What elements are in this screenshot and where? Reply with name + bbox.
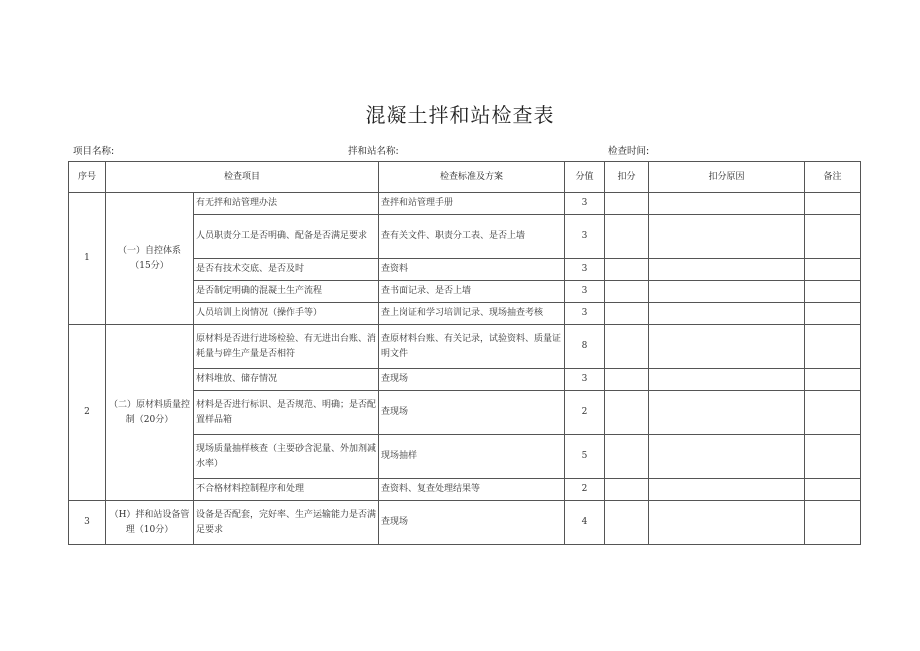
standard-cell: 查原材料台账、有关记录，试验资料、质量证明文件 — [379, 325, 565, 369]
reason-cell[interactable] — [649, 479, 805, 501]
standard-cell: 查书面记录、是否上墙 — [379, 281, 565, 303]
reason-cell[interactable] — [649, 325, 805, 369]
inspection-time-label: 检查时间: — [608, 146, 650, 157]
score-cell: 4 — [565, 501, 605, 545]
score-cell: 2 — [565, 391, 605, 435]
deduct-cell[interactable] — [605, 479, 649, 501]
deduct-cell[interactable] — [605, 435, 649, 479]
group-category: （H）拌和站设备管理（10分） — [106, 501, 194, 545]
reason-cell[interactable] — [649, 501, 805, 545]
item-cell: 材料堆放、储存情况 — [194, 369, 379, 391]
remark-cell[interactable] — [805, 259, 861, 281]
deduct-cell[interactable] — [605, 259, 649, 281]
group-category: （二）原材料质量控制（20分） — [106, 325, 194, 501]
page-title: 混凝土拌和站检查表 — [365, 103, 555, 127]
group-seq: 2 — [69, 325, 106, 501]
score-cell: 3 — [565, 193, 605, 215]
score-cell: 3 — [565, 215, 605, 259]
remark-cell[interactable] — [805, 303, 861, 325]
score-cell: 8 — [565, 325, 605, 369]
project-name-label: 项目名称: — [73, 146, 115, 157]
item-cell: 材料是否进行标识、是否规范、明确；是否配置样品箱 — [194, 391, 379, 435]
deduct-cell[interactable] — [605, 501, 649, 545]
score-cell: 3 — [565, 303, 605, 325]
remark-cell[interactable] — [805, 325, 861, 369]
header-score: 分值 — [565, 162, 605, 193]
reason-cell[interactable] — [649, 435, 805, 479]
table-row — [69, 325, 861, 369]
header-standard: 检查标准及方案 — [379, 162, 565, 193]
item-cell: 人员培训上岗情况（操作手等） — [194, 303, 379, 325]
standard-cell: 查上岗证和学习培训记录、现场抽查考核 — [379, 303, 565, 325]
standard-cell: 查拌和站管理手册 — [379, 193, 565, 215]
score-cell: 2 — [565, 479, 605, 501]
reason-cell[interactable] — [649, 303, 805, 325]
deduct-cell[interactable] — [605, 369, 649, 391]
deduct-cell[interactable] — [605, 391, 649, 435]
remark-cell[interactable] — [805, 281, 861, 303]
group-seq: 3 — [69, 501, 106, 545]
score-cell: 3 — [565, 281, 605, 303]
header-item: 检查项目 — [106, 162, 379, 193]
table-row — [69, 501, 861, 545]
inspection-table — [68, 161, 861, 545]
header-seq: 序号 — [69, 162, 106, 193]
deduct-cell[interactable] — [605, 303, 649, 325]
header-row — [69, 162, 861, 193]
deduct-cell[interactable] — [605, 325, 649, 369]
item-cell: 有无拌和站管理办法 — [194, 193, 379, 215]
item-cell: 是否有技术交底、是否及时 — [194, 259, 379, 281]
standard-cell: 查资料、复查处理结果等 — [379, 479, 565, 501]
header-remark: 备注 — [805, 162, 861, 193]
station-name-label: 拌和站名称: — [348, 146, 399, 157]
reason-cell[interactable] — [649, 281, 805, 303]
remark-cell[interactable] — [805, 501, 861, 545]
item-cell: 不合格材料控制程序和处理 — [194, 479, 379, 501]
reason-cell[interactable] — [649, 369, 805, 391]
deduct-cell[interactable] — [605, 281, 649, 303]
remark-cell[interactable] — [805, 193, 861, 215]
standard-cell: 查现场 — [379, 391, 565, 435]
item-cell: 原材料是否进行进场检验、有无进出台账、消耗量与碎生产量是否相符 — [194, 325, 379, 369]
item-cell: 设备是否配套，完好率、生产运输能力是否满足要求 — [194, 501, 379, 545]
reason-cell[interactable] — [649, 391, 805, 435]
remark-cell[interactable] — [805, 215, 861, 259]
reason-cell[interactable] — [649, 215, 805, 259]
standard-cell: 查有关文件、职责分工表、是否上墙 — [379, 215, 565, 259]
item-cell: 人员职责分工是否明确、配备是否满足要求 — [194, 215, 379, 259]
table-row — [69, 193, 861, 215]
standard-cell: 查资料 — [379, 259, 565, 281]
header-reason: 扣分原因 — [649, 162, 805, 193]
group-category: （一）自控体系（15分） — [106, 193, 194, 325]
standard-cell: 查现场 — [379, 369, 565, 391]
score-cell: 3 — [565, 259, 605, 281]
score-cell: 5 — [565, 435, 605, 479]
item-cell: 是否制定明确的混凝土生产流程 — [194, 281, 379, 303]
reason-cell[interactable] — [649, 193, 805, 215]
header-deduct: 扣分 — [605, 162, 649, 193]
remark-cell[interactable] — [805, 391, 861, 435]
standard-cell: 查现场 — [379, 501, 565, 545]
remark-cell[interactable] — [805, 479, 861, 501]
deduct-cell[interactable] — [605, 215, 649, 259]
remark-cell[interactable] — [805, 435, 861, 479]
remark-cell[interactable] — [805, 369, 861, 391]
standard-cell: 现场抽样 — [379, 435, 565, 479]
item-cell: 现场质量抽样核查（主要砂含泥量、外加剂减水率） — [194, 435, 379, 479]
group-seq: 1 — [69, 193, 106, 325]
score-cell: 3 — [565, 369, 605, 391]
reason-cell[interactable] — [649, 259, 805, 281]
deduct-cell[interactable] — [605, 193, 649, 215]
